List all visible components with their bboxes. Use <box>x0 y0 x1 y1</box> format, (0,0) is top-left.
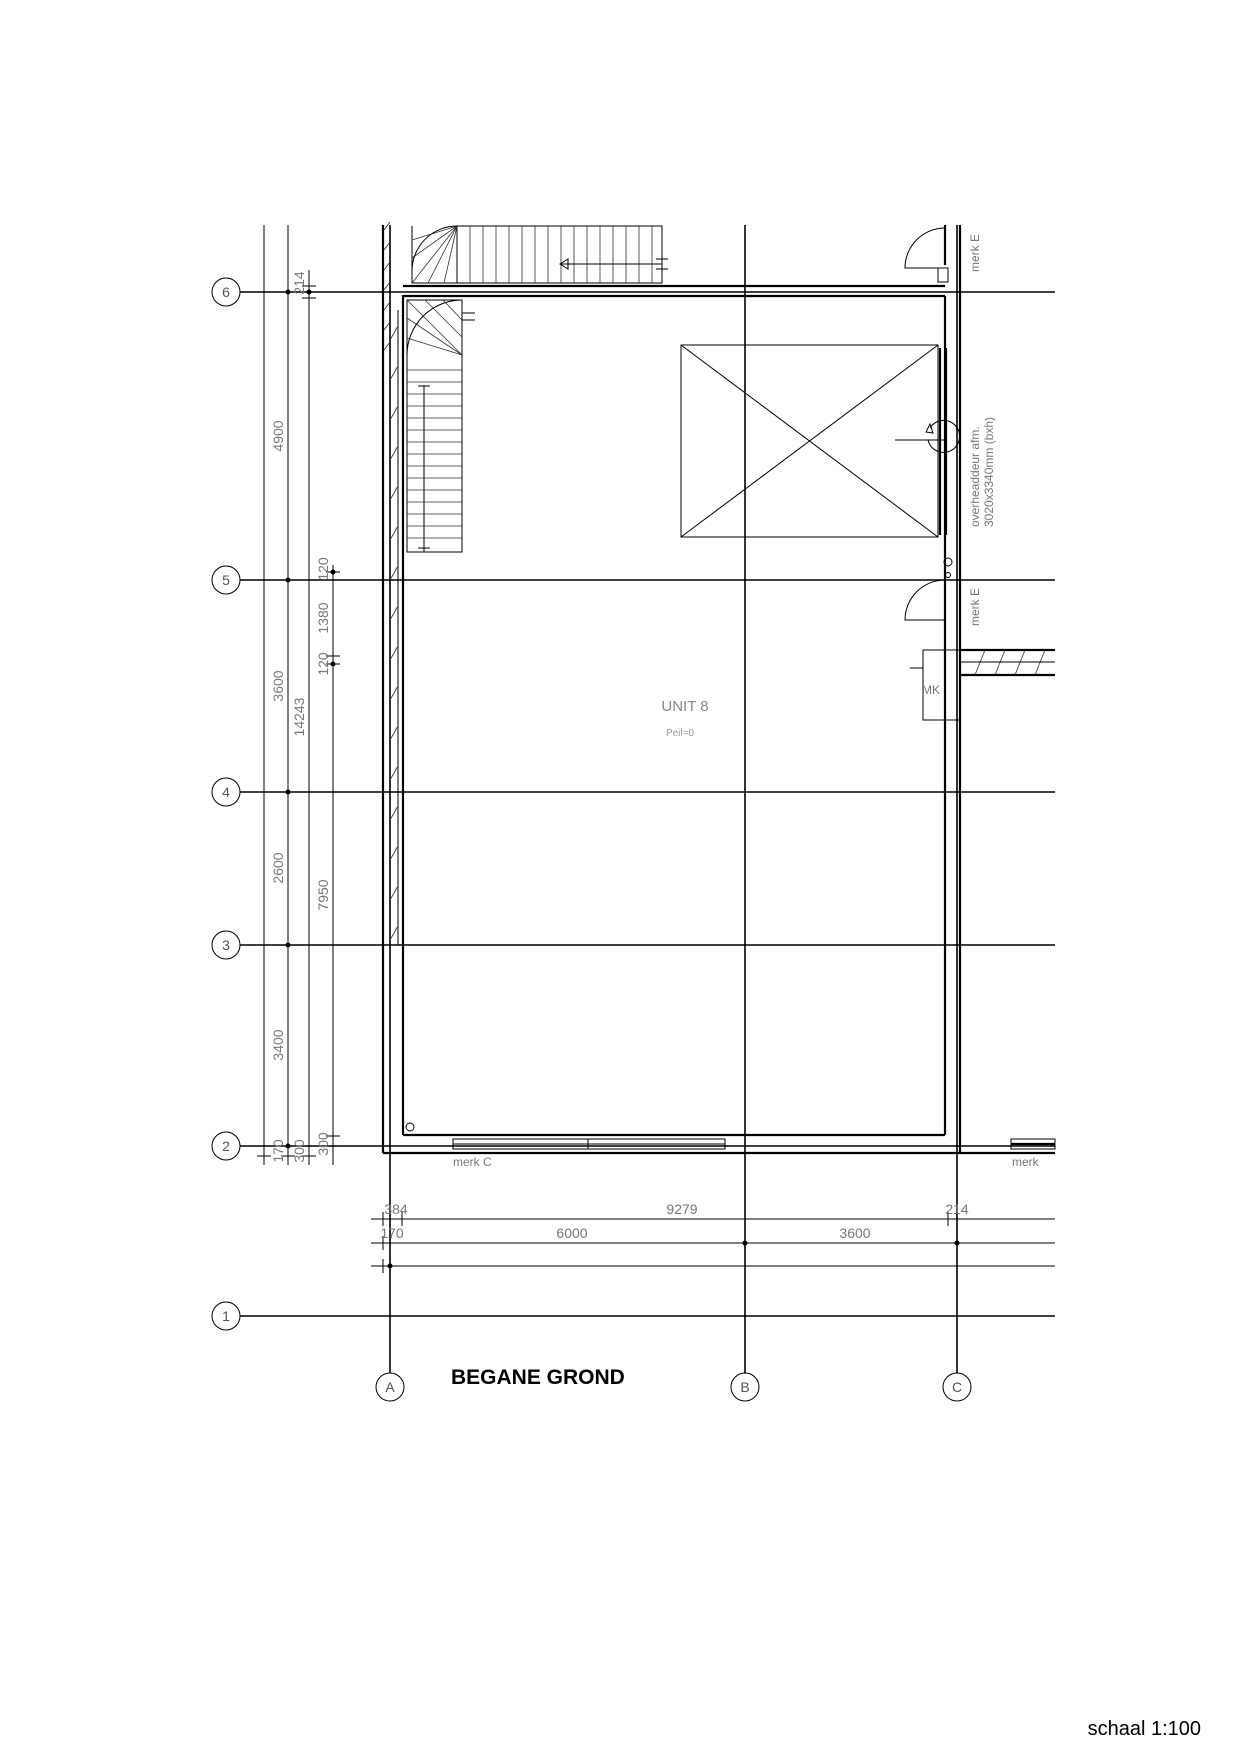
svg-text:2: 2 <box>222 1138 230 1154</box>
svg-text:5: 5 <box>222 572 230 588</box>
svg-text:120: 120 <box>315 652 331 676</box>
svg-text:214: 214 <box>291 271 307 295</box>
svg-text:4900: 4900 <box>270 420 286 452</box>
vertical-dimension-texts <box>270 271 331 1163</box>
svg-text:3600: 3600 <box>270 670 286 702</box>
drawing-title: BEGANE GROND <box>451 1366 625 1389</box>
hatched-wall-right <box>960 650 1055 675</box>
grid-col-bubble-a <box>376 1373 404 1401</box>
svg-text:6000: 6000 <box>556 1225 588 1241</box>
svg-text:7950: 7950 <box>315 879 331 911</box>
svg-text:170: 170 <box>270 1139 286 1163</box>
grid-row-bubble-4 <box>212 778 240 806</box>
svg-text:14243: 14243 <box>291 697 307 737</box>
grid-row-bubble-1 <box>212 1302 240 1330</box>
svg-text:3: 3 <box>222 937 230 953</box>
door-label-bottom-right: merk <box>1012 1155 1039 1169</box>
svg-text:6: 6 <box>222 284 230 300</box>
svg-text:MK: MK <box>922 683 940 697</box>
grid-row-lines <box>240 292 1055 1316</box>
svg-text:300: 300 <box>291 1139 307 1163</box>
svg-text:4: 4 <box>222 784 230 800</box>
svg-text:9279: 9279 <box>666 1201 698 1217</box>
grid-row-bubble-5 <box>212 566 240 594</box>
svg-text:1380: 1380 <box>315 602 331 634</box>
svg-text:2600: 2600 <box>270 852 286 884</box>
svg-text:A: A <box>385 1379 395 1395</box>
door-label-top: merk E <box>968 233 982 272</box>
door-top-right <box>905 228 948 282</box>
exterior-walls <box>383 225 1055 1153</box>
grid-col-bubble-c <box>943 1373 971 1401</box>
unit-label <box>661 698 708 739</box>
grid-col-bubble-b <box>731 1373 759 1401</box>
svg-text:3600: 3600 <box>839 1225 871 1241</box>
staircase-top <box>412 226 668 283</box>
svg-text:1: 1 <box>222 1308 230 1324</box>
svg-text:170: 170 <box>380 1225 404 1241</box>
svg-text:C: C <box>951 1379 963 1395</box>
svg-text:384: 384 <box>384 1201 408 1217</box>
hatched-wall <box>384 222 398 945</box>
svg-text:UNIT 8: UNIT 8 <box>661 698 709 715</box>
svg-text:3400: 3400 <box>270 1029 286 1061</box>
staircase-left <box>407 300 475 552</box>
door-label-bottom-left: merk C <box>453 1155 492 1169</box>
meterkast <box>910 650 960 720</box>
svg-text:Peil=0: Peil=0 <box>665 728 695 739</box>
horizontal-dimension-texts <box>380 1201 969 1241</box>
horizontal-dimension-lines <box>371 1212 1055 1273</box>
overhead-door-label-1: overheaddeur afm. <box>968 426 982 527</box>
overhead-door-frame <box>681 345 960 537</box>
svg-text:300: 300 <box>315 1132 331 1156</box>
svg-text:214: 214 <box>945 1201 969 1217</box>
grid-row-bubble-6 <box>212 278 240 306</box>
scale-label: schaal 1:100 <box>1087 1718 1201 1740</box>
svg-text:120: 120 <box>315 557 331 581</box>
overhead-door-label-2: 3020x3340mm (bxh) <box>982 416 996 527</box>
grid-row-bubble-3 <box>212 931 240 959</box>
grid-row-bubble-2 <box>212 1132 240 1160</box>
door-label-mid: merk E <box>968 587 982 626</box>
svg-text:B: B <box>740 1379 750 1395</box>
